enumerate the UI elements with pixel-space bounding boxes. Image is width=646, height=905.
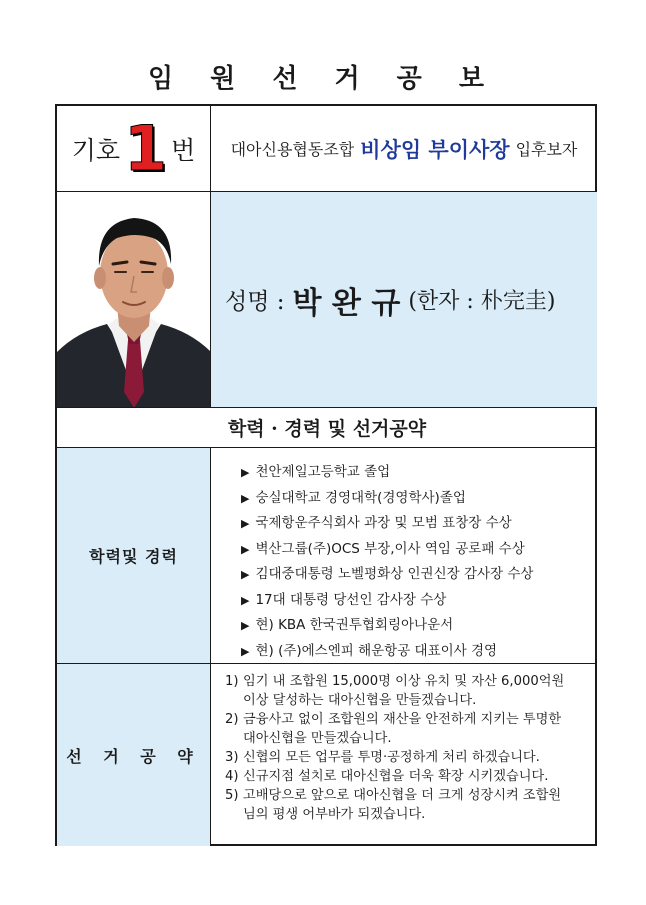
position-title: 비상임 부이사장 (360, 137, 510, 162)
pledge-item: 1) 임기 내 조합원 15,000명 이상 유치 및 자산 6,000억원 이상 달성하는 대아신협을 만들겠습니다. (225, 674, 565, 708)
organization-name: 대아신용협동조합 (230, 140, 355, 159)
bullet-triangle-icon: ▶ (241, 491, 250, 505)
candidacy-cell (211, 106, 597, 192)
number-suffix: 번 (171, 135, 196, 165)
portrait-illustration (57, 192, 211, 408)
role-suffix: 입후보자 (515, 140, 578, 159)
bullet-triangle-icon: ▶ (241, 466, 250, 479)
ballot-sheet (55, 104, 597, 846)
career-label: 학력및 경력 (57, 448, 211, 664)
bullet-triangle-icon: ▶ (241, 644, 250, 658)
candidate-name: 박 완 규 (292, 285, 401, 321)
section-heading: 학력 · 경력 및 선거공약 (57, 408, 597, 448)
career-item: ▶ 현) (주)에스엔피 해운항공 대표이사 경영 (241, 642, 498, 659)
bullet-triangle-icon: ▶ (241, 593, 250, 607)
career-item: ▶ 현) KBA 한국권투협회링아나운서 (241, 617, 454, 633)
career-item: ▶ 벽산그룹(주)OCS 부장,이사 역임 공로패 수상 (241, 540, 525, 557)
pledges-label: 선 거 공 약 (57, 664, 211, 846)
career-item: ▶ 천안제일고등학교 졸업 (241, 464, 391, 480)
pledge-item: 4) 신규지점 설치로 대아신협을 더욱 확장 시키겠습니다. (225, 769, 549, 784)
candidate-name-cell (211, 192, 597, 408)
page-title: 임 원 선 거 공 보 (148, 64, 498, 94)
pledge-item: 3) 신협의 모든 업무를 투명·공정하게 처리 하겠습니다. (225, 750, 540, 765)
name-label: 성명 : (225, 289, 285, 315)
career-item: ▶ 김대중대통령 노벨평화상 인권신장 감사장 수상 (241, 566, 534, 582)
number-prefix: 기호 (71, 135, 120, 165)
candidate-number: 1 (124, 111, 168, 185)
pledges-list (211, 664, 597, 846)
candidate-name-hanja: (한자 : 朴完圭) (408, 289, 556, 314)
career-item: ▶ 숭실대학교 경영대학(경영학사)졸업 (241, 489, 466, 506)
bullet-triangle-icon: ▶ (241, 517, 250, 530)
bullet-triangle-icon: ▶ (241, 568, 250, 581)
career-item: ▶ 국제항운주식회사 과장 및 모범 표창장 수상 (241, 515, 512, 531)
bullet-triangle-icon: ▶ (241, 542, 250, 556)
pledge-item: 5) 고배당으로 앞으로 대아신협을 더 크게 성장시켜 조합원 님의 평생 어부바가 되겠습니다. (225, 788, 562, 822)
candidate-photo (57, 192, 211, 408)
career-item: ▶ 17대 대통령 당선인 감사장 수상 (241, 591, 447, 608)
pledge-item: 2) 금융사고 없이 조합원의 재산을 안전하게 지키는 투명한 대아신협을 만들겠습니다. (225, 712, 562, 746)
bullet-triangle-icon: ▶ (241, 619, 250, 632)
career-list (211, 448, 597, 664)
candidate-number-cell (57, 106, 211, 192)
